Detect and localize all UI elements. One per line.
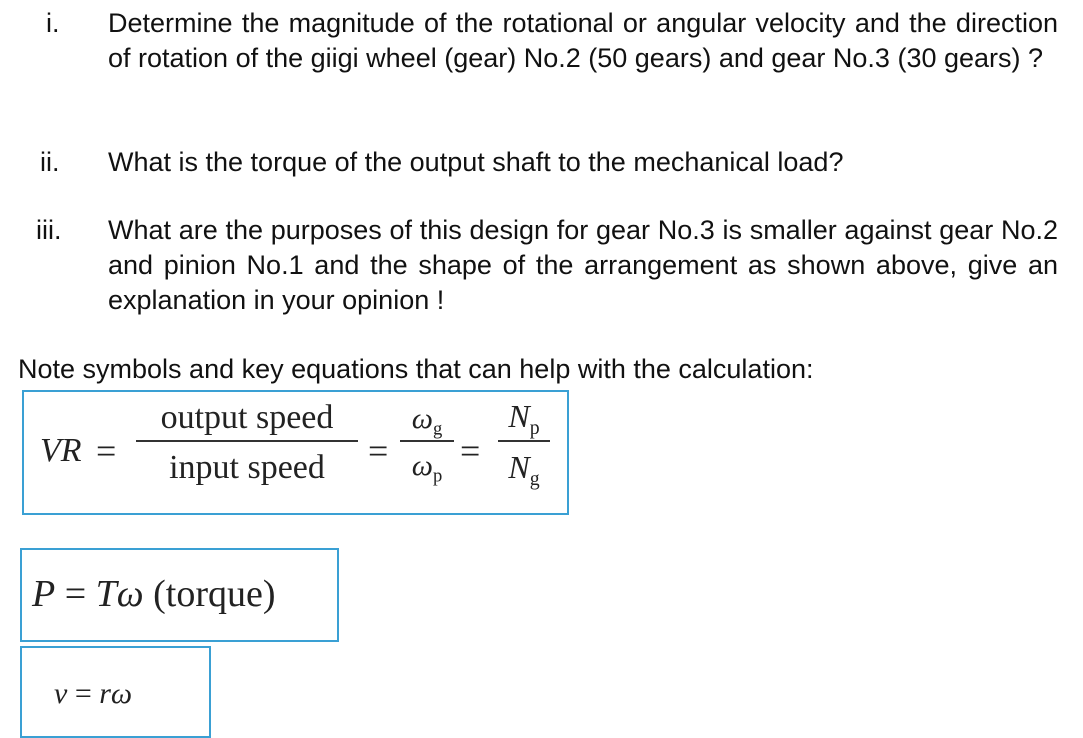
note-heading: Note symbols and key equations that can help with the calculation: — [18, 354, 814, 384]
power-symbol: P — [32, 573, 56, 615]
question-number: ii. — [40, 147, 60, 177]
vr-symbol: VR — [40, 432, 82, 469]
equals-sign: = — [64, 573, 87, 615]
teeth-fraction — [498, 396, 550, 488]
teeth-pinion: $N_p$ — [508, 398, 540, 439]
question-number: iii. — [36, 215, 62, 245]
velocity-ratio-equation-box — [22, 390, 569, 515]
question-text: What is the torque of the output shaft to the mechanical load? — [108, 147, 844, 177]
equals-sign: = — [74, 677, 92, 710]
velocity-symbol: v — [54, 677, 68, 710]
torque-omega: Tω — [95, 573, 144, 615]
torque-note: (torque) — [153, 573, 276, 615]
input-speed-label: input speed — [169, 449, 325, 486]
output-speed-label: output speed — [160, 399, 334, 436]
teeth-gear: $N_g$ — [508, 449, 540, 490]
omega-pinion: $\omega_p$ — [411, 449, 443, 487]
equals-sign: = — [368, 431, 389, 471]
speed-fraction — [136, 398, 358, 488]
question-text: What are the purposes of this design for gear No.3 is smaller against gear No.2 and pinion No.1 and the shape of the arrangement as shown above, give an explanation in your opinion ! — [108, 215, 1058, 315]
equals-sign: = — [460, 431, 481, 471]
velocity-equation — [54, 676, 132, 712]
equals-sign: = — [96, 431, 117, 471]
omega-fraction — [400, 400, 454, 486]
power-equation-box — [20, 548, 339, 642]
omega-gear: $\omega_g$ — [411, 402, 443, 440]
question-text: Determine the magnitude of the rotational or angular velocity and the direction of rotation of the giigi wheel (gear) No.2 (50 gears) and gear No.3 (30 gears) ? — [108, 8, 1058, 73]
question-number: i. — [46, 8, 60, 38]
velocity-equation-box — [20, 646, 211, 738]
power-equation — [32, 572, 276, 616]
radius-omega: rω — [99, 677, 133, 710]
